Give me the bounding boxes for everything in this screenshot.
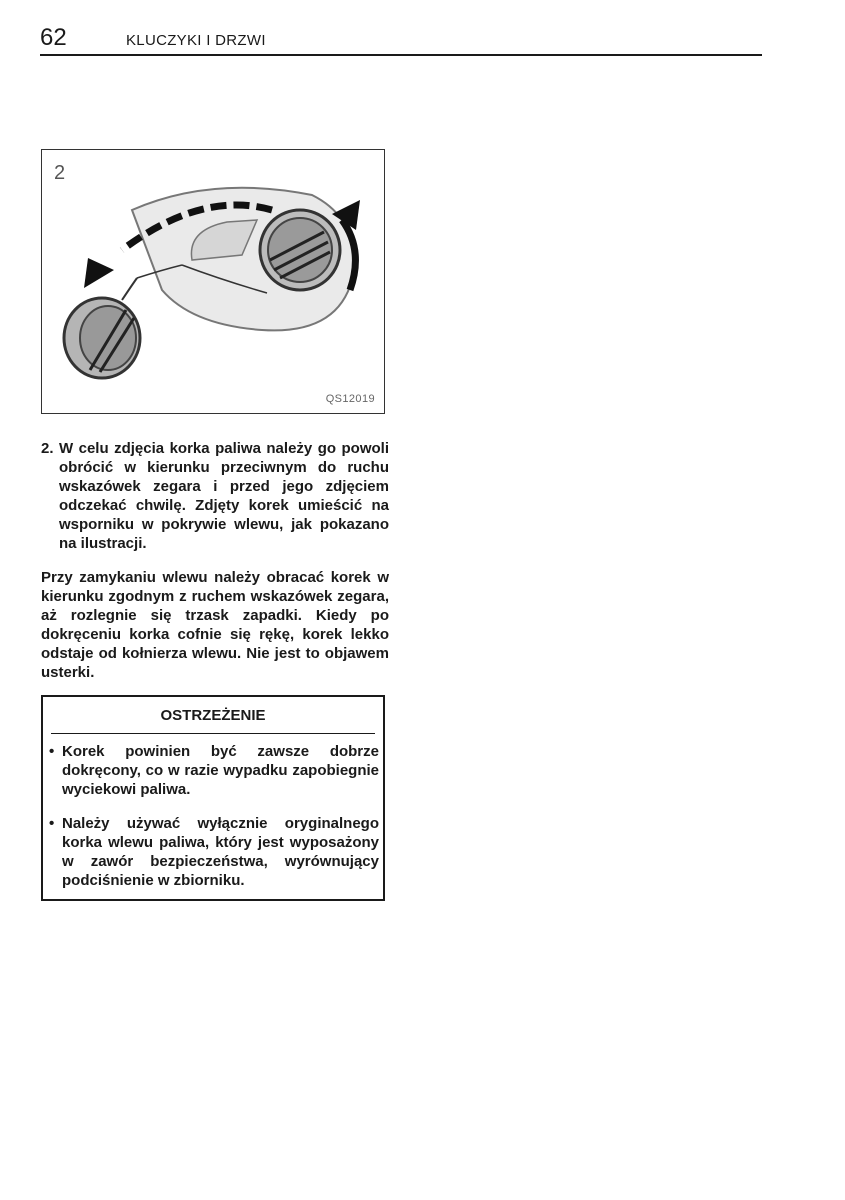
warning-item (49, 814, 379, 890)
warning-item-text: Korek powinien być zawsze dobrze dokręcony, co w razie wypadku zapobiegnie wyciekowi paliwa. (62, 743, 379, 798)
bullet: • (49, 815, 55, 832)
figure-number: 2 (54, 162, 66, 184)
warning-title: OSTRZEŻENIE (51, 707, 375, 734)
figure-code: QS12019 (325, 393, 375, 405)
fuel-cap-drawing (42, 150, 386, 415)
step-number: 2. (41, 440, 54, 457)
warning-item-text: Należy używać wyłącznie oryginalnego korka wlewu paliwa, który jest wyposażony w zawór bezpieczeństwa, wyrównujący podciśnienie w zbiorniku. (62, 815, 379, 889)
page-header (40, 24, 762, 56)
bullet: • (49, 743, 55, 760)
instruction-step (41, 439, 389, 553)
warning-box (41, 695, 385, 901)
page-number: 62 (40, 24, 67, 51)
chapter-title: KLUCZYKI I DRZWI (126, 32, 266, 49)
closing-paragraph: Przy zamykaniu wlewu należy obracać korek w kierunku zgodnym z ruchem wskazówek zegara, aż rozlegnie się trzask zapadki. Kiedy po dokręceniu korka cofnie się rękę, korek lekko odstaje od kołnierza wlewu. Nie jest to objawem usterki. (41, 569, 389, 681)
fuel-cap-illustration (41, 149, 385, 414)
warning-item (49, 742, 379, 799)
step-text: W celu zdjęcia korka paliwa należy go powoli obrócić w kierunku przeciwnym do ruchu wskazówek zegara i przed jego zdjęciem odczekać chwilę. Zdjęty korek umieścić na wsporniku w pokrywie wlewu, jak pokazano na ilustracji. (59, 440, 389, 552)
